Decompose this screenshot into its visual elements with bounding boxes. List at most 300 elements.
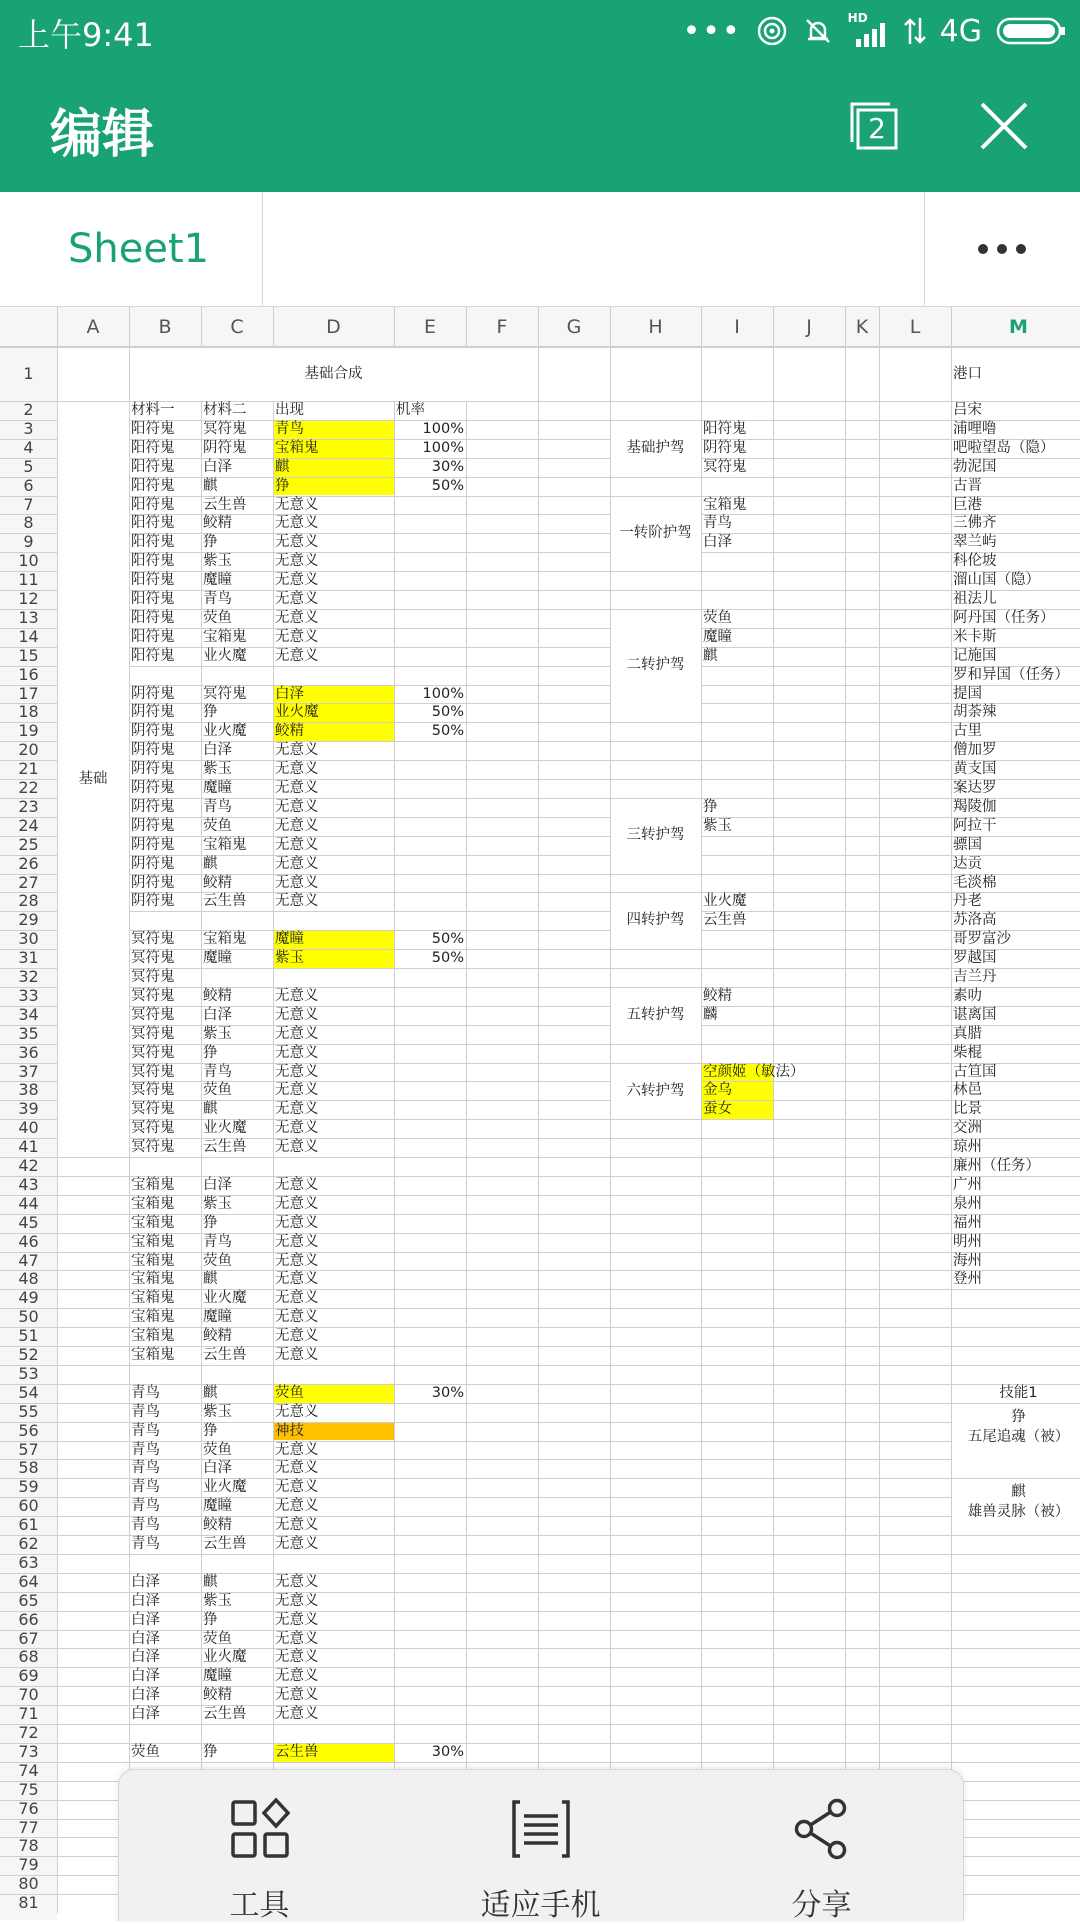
row-header[interactable]: 72 <box>18 1723 39 1742</box>
port-cell[interactable]: 三佛齐 <box>953 515 997 532</box>
material-two[interactable]: 麒 <box>203 477 218 494</box>
column-header[interactable]: A <box>86 316 100 338</box>
material-two[interactable]: 荧鱼 <box>203 1630 232 1647</box>
material-one[interactable]: 宝箱鬼 <box>131 1195 175 1212</box>
result-cell[interactable]: 无意义 <box>275 1517 319 1534</box>
row-header[interactable]: 38 <box>18 1080 39 1100</box>
material-one[interactable]: 青鸟 <box>131 1498 160 1515</box>
row-header[interactable]: 62 <box>18 1534 39 1553</box>
material-one[interactable]: 冥符鬼 <box>131 1082 175 1099</box>
escort-item[interactable]: 宝箱鬼 <box>703 496 747 513</box>
port-cell[interactable]: 廉州（任务） <box>953 1158 1040 1174</box>
material-one[interactable]: 青鸟 <box>131 1441 160 1458</box>
port-cell[interactable]: 登州 <box>953 1271 982 1288</box>
result-cell[interactable]: 无意义 <box>275 1403 319 1420</box>
material-one[interactable]: 阳符鬼 <box>131 534 175 551</box>
row-header[interactable]: 76 <box>18 1798 39 1818</box>
port-cell[interactable]: 翠兰屿 <box>953 534 997 551</box>
material-one[interactable]: 冥符鬼 <box>131 1006 175 1023</box>
escort-group-label[interactable]: 五转护驾 <box>626 1006 685 1023</box>
material-two[interactable]: 紫玉 <box>203 1195 232 1212</box>
rate-cell[interactable]: 50% <box>431 704 464 721</box>
material-one[interactable]: 阳符鬼 <box>131 553 175 570</box>
material-two[interactable]: 业火魔 <box>203 1290 247 1307</box>
material-one[interactable]: 白泽 <box>131 1630 160 1647</box>
row-header[interactable]: 71 <box>18 1704 39 1724</box>
section-title-cell[interactable]: 基础合成 <box>304 366 363 382</box>
material-two[interactable]: 荧鱼 <box>203 609 232 626</box>
material-one[interactable]: 宝箱鬼 <box>131 1233 175 1250</box>
row-header[interactable]: 42 <box>18 1156 39 1175</box>
row-header[interactable]: 81 <box>18 1893 39 1913</box>
material-one[interactable]: 青鸟 <box>131 1422 160 1439</box>
row-header[interactable]: 8 <box>23 513 34 533</box>
escort-item[interactable]: 蚕女 <box>703 1101 732 1118</box>
material-two[interactable]: 白泽 <box>203 742 232 759</box>
material-one[interactable]: 阳符鬼 <box>131 572 175 589</box>
material-one[interactable]: 白泽 <box>131 1706 160 1723</box>
rate-cell[interactable]: 30% <box>431 1384 464 1401</box>
result-cell[interactable]: 无意义 <box>275 893 319 910</box>
port-cell[interactable]: 交洲 <box>953 1120 982 1137</box>
material-two[interactable]: 魔瞳 <box>203 950 232 967</box>
row-header[interactable]: 51 <box>18 1326 39 1346</box>
material-two[interactable]: 狰 <box>203 1214 218 1231</box>
material-one[interactable]: 宝箱鬼 <box>131 1347 175 1363</box>
row-header[interactable]: 66 <box>18 1609 39 1629</box>
tools-button[interactable] <box>119 1770 400 1921</box>
material-two[interactable]: 荧鱼 <box>203 1082 232 1099</box>
row-header[interactable]: 60 <box>18 1496 39 1516</box>
material-two[interactable]: 青鸟 <box>203 798 232 815</box>
result-cell[interactable]: 无意义 <box>275 836 319 853</box>
material-two[interactable]: 白泽 <box>203 1006 232 1023</box>
port-cell[interactable]: 提国 <box>953 685 982 702</box>
result-cell[interactable]: 无意义 <box>275 1082 319 1099</box>
row-header[interactable]: 77 <box>18 1817 39 1837</box>
result-cell[interactable]: 无意义 <box>275 1044 319 1061</box>
result-cell[interactable]: 神技 <box>275 1422 304 1439</box>
result-cell[interactable]: 无意义 <box>275 1120 319 1137</box>
material-one[interactable]: 冥符鬼 <box>131 969 175 985</box>
port-cell[interactable]: 米卡斯 <box>953 628 997 645</box>
column-header[interactable]: I <box>734 316 740 338</box>
material-one[interactable]: 阴符鬼 <box>131 780 175 796</box>
row-header[interactable]: 22 <box>18 778 39 797</box>
rate-cell[interactable]: 30% <box>431 1743 464 1760</box>
material-one[interactable]: 宝箱鬼 <box>131 1176 175 1193</box>
more-options-icon[interactable] <box>924 192 1080 306</box>
material-one[interactable]: 宝箱鬼 <box>131 1214 175 1231</box>
material-two[interactable]: 狰 <box>203 704 218 721</box>
row-header[interactable]: 21 <box>18 759 39 779</box>
result-cell[interactable]: 无意义 <box>275 761 319 778</box>
material-one[interactable]: 荧鱼 <box>131 1743 160 1760</box>
port-cell[interactable]: 比景 <box>953 1101 982 1118</box>
escort-group-label[interactable]: 基础护驾 <box>626 439 685 456</box>
material-one[interactable]: 阴符鬼 <box>131 742 175 759</box>
row-header[interactable]: 40 <box>18 1118 39 1138</box>
column-header[interactable]: C <box>230 316 244 338</box>
result-cell[interactable]: 狰 <box>275 477 290 494</box>
port-cell[interactable]: 罗和异国（任务） <box>953 666 1069 683</box>
material-two[interactable]: 紫玉 <box>203 553 232 570</box>
row-header[interactable]: 36 <box>18 1042 39 1062</box>
row-header[interactable]: 58 <box>18 1458 39 1478</box>
result-cell[interactable]: 无意义 <box>275 1536 319 1552</box>
material-two[interactable]: 狰 <box>203 534 218 551</box>
material-one[interactable]: 阳符鬼 <box>131 439 175 456</box>
material-two[interactable]: 麒 <box>203 1271 218 1288</box>
material-one[interactable]: 阳符鬼 <box>131 515 175 532</box>
row-header[interactable]: 75 <box>18 1779 39 1799</box>
material-one[interactable]: 阴符鬼 <box>131 817 175 834</box>
rate-cell[interactable]: 50% <box>431 477 464 494</box>
row-header[interactable]: 65 <box>18 1590 39 1610</box>
material-two[interactable]: 紫玉 <box>203 1403 232 1420</box>
row-header[interactable]: 69 <box>18 1666 39 1686</box>
escort-item[interactable]: 麒 <box>703 647 718 664</box>
escort-item[interactable]: 鲛精 <box>703 987 732 1004</box>
material-one[interactable]: 冥符鬼 <box>131 1101 175 1118</box>
row-header[interactable]: 19 <box>18 721 39 741</box>
row-header[interactable]: 29 <box>18 910 39 930</box>
row-header[interactable]: 9 <box>23 532 34 552</box>
material-one[interactable]: 白泽 <box>131 1592 160 1609</box>
rate-cell[interactable]: 100% <box>422 420 464 437</box>
port-cell[interactable]: 古笪国 <box>953 1063 997 1080</box>
result-cell[interactable]: 无意义 <box>275 1687 319 1704</box>
material-two[interactable]: 荧鱼 <box>203 817 232 834</box>
column-header[interactable]: F <box>496 316 508 338</box>
column-header[interactable]: L <box>909 316 921 338</box>
material-one[interactable]: 阳符鬼 <box>131 458 175 475</box>
row-header[interactable]: 63 <box>18 1552 39 1572</box>
port-cell[interactable]: 谌离国 <box>953 1006 997 1023</box>
row-header[interactable]: 59 <box>18 1477 39 1497</box>
port-cell[interactable]: 真腊 <box>953 1025 982 1042</box>
result-cell[interactable]: 无意义 <box>275 987 319 1004</box>
row-header[interactable]: 37 <box>18 1061 39 1081</box>
material-two[interactable]: 宝箱鬼 <box>203 836 247 853</box>
result-cell[interactable]: 业火魔 <box>275 704 319 721</box>
rate-cell[interactable]: 50% <box>431 950 464 967</box>
material-one[interactable]: 阴符鬼 <box>131 874 175 891</box>
result-cell[interactable]: 紫玉 <box>275 950 304 967</box>
result-cell[interactable]: 青鸟 <box>275 420 304 437</box>
port-cell[interactable]: 福州 <box>953 1214 982 1231</box>
row-header[interactable]: 1 <box>23 364 34 383</box>
result-cell[interactable]: 无意义 <box>275 1347 319 1363</box>
result-cell[interactable]: 无意义 <box>275 1460 319 1477</box>
material-two[interactable]: 魔瞳 <box>203 1309 232 1326</box>
material-one[interactable]: 阳符鬼 <box>131 628 175 645</box>
row-header[interactable]: 2 <box>23 400 34 419</box>
material-one[interactable]: 阳符鬼 <box>131 609 175 626</box>
material-one[interactable]: 白泽 <box>131 1687 160 1704</box>
material-two[interactable]: 麒 <box>203 1573 218 1590</box>
result-cell[interactable]: 荧鱼 <box>275 1384 304 1401</box>
port-cell[interactable]: 阿丹国（任务） <box>953 609 1055 626</box>
result-cell[interactable]: 无意义 <box>275 609 319 626</box>
skill-cell[interactable] <box>951 1407 1080 1447</box>
column-title[interactable]: 机率 <box>396 402 425 418</box>
port-cell[interactable]: 丹老 <box>953 893 982 910</box>
row-header[interactable]: 73 <box>18 1741 39 1761</box>
column-header[interactable]: M <box>1009 316 1028 338</box>
material-one[interactable]: 青鸟 <box>131 1479 160 1496</box>
result-cell[interactable]: 无意义 <box>275 1214 319 1231</box>
row-header[interactable]: 79 <box>18 1855 39 1875</box>
row-header[interactable]: 45 <box>18 1212 39 1232</box>
material-two[interactable]: 麒 <box>203 1384 218 1401</box>
material-one[interactable]: 宝箱鬼 <box>131 1252 175 1269</box>
material-two[interactable]: 冥符鬼 <box>203 420 247 437</box>
escort-item[interactable]: 冥符鬼 <box>703 458 747 475</box>
result-cell[interactable]: 无意义 <box>275 1290 319 1307</box>
skills-header[interactable]: 技能1 <box>999 1384 1038 1401</box>
material-two[interactable]: 狰 <box>203 1743 218 1760</box>
result-cell[interactable]: 无意义 <box>275 798 319 815</box>
escort-item[interactable]: 魔瞳 <box>703 628 732 645</box>
material-two[interactable]: 业火魔 <box>203 1479 247 1496</box>
material-one[interactable]: 阴符鬼 <box>131 723 175 740</box>
material-two[interactable]: 云生兽 <box>203 496 247 513</box>
material-two[interactable]: 鲛精 <box>203 987 232 1004</box>
result-cell[interactable]: 无意义 <box>275 1328 319 1345</box>
result-cell[interactable]: 无意义 <box>275 1271 319 1288</box>
material-one[interactable]: 阳符鬼 <box>131 591 175 607</box>
result-cell[interactable]: 无意义 <box>275 817 319 834</box>
result-cell[interactable]: 无意义 <box>275 780 319 796</box>
port-cell[interactable]: 素叻 <box>953 987 982 1004</box>
port-cell[interactable]: 胡荼辣 <box>953 704 997 721</box>
material-two[interactable]: 狰 <box>203 1044 218 1061</box>
row-header[interactable]: 13 <box>18 607 39 627</box>
port-cell[interactable]: 古里 <box>953 723 982 740</box>
material-one[interactable]: 冥符鬼 <box>131 950 175 967</box>
result-cell[interactable]: 无意义 <box>275 1573 319 1590</box>
material-two[interactable]: 魔瞳 <box>203 780 232 796</box>
result-cell[interactable]: 无意义 <box>275 1706 319 1723</box>
row-header[interactable]: 70 <box>18 1685 39 1705</box>
material-two[interactable]: 鲛精 <box>203 515 232 532</box>
port-cell[interactable]: 巨港 <box>953 496 982 513</box>
result-cell[interactable]: 无意义 <box>275 1479 319 1496</box>
rate-cell[interactable]: 100% <box>422 685 464 702</box>
row-header[interactable]: 16 <box>18 664 39 684</box>
result-cell[interactable]: 无意义 <box>275 534 319 551</box>
material-one[interactable]: 阴符鬼 <box>131 798 175 815</box>
material-one[interactable]: 白泽 <box>131 1668 160 1685</box>
port-cell[interactable]: 科伦坡 <box>953 553 997 570</box>
result-cell[interactable]: 麒 <box>275 458 290 475</box>
row-header[interactable]: 39 <box>18 1099 39 1119</box>
port-cell[interactable]: 溜山国（隐） <box>953 572 1040 589</box>
result-cell[interactable]: 无意义 <box>275 1063 319 1080</box>
row-header[interactable]: 4 <box>23 437 34 457</box>
material-one[interactable]: 阴符鬼 <box>131 704 175 721</box>
material-two[interactable]: 云生兽 <box>203 1706 247 1723</box>
material-two[interactable]: 白泽 <box>203 1176 232 1193</box>
port-cell[interactable]: 僧加罗 <box>953 742 997 759</box>
column-header[interactable]: B <box>158 316 172 338</box>
material-two[interactable]: 云生兽 <box>203 1347 247 1363</box>
row-header[interactable]: 11 <box>18 570 39 590</box>
result-cell[interactable]: 无意义 <box>275 1668 319 1685</box>
row-header[interactable]: 64 <box>18 1571 39 1591</box>
result-cell[interactable]: 云生兽 <box>275 1743 319 1760</box>
row-header[interactable]: 43 <box>18 1174 39 1194</box>
escort-item[interactable]: 金乌 <box>703 1082 732 1099</box>
escort-item[interactable]: 麟 <box>703 1006 718 1023</box>
row-header[interactable]: 41 <box>18 1137 39 1157</box>
port-cell[interactable]: 泉州 <box>953 1195 982 1212</box>
column-header[interactable]: G <box>566 316 582 338</box>
row-header[interactable]: 53 <box>18 1363 39 1383</box>
escort-item[interactable]: 狰 <box>703 798 718 815</box>
material-two[interactable]: 云生兽 <box>203 1139 247 1156</box>
result-cell[interactable]: 魔瞳 <box>275 931 304 948</box>
row-header[interactable]: 54 <box>18 1382 39 1402</box>
result-cell[interactable]: 无意义 <box>275 628 319 645</box>
material-one[interactable]: 阴符鬼 <box>131 685 175 702</box>
result-cell[interactable]: 宝箱鬼 <box>275 439 319 456</box>
material-two[interactable]: 魔瞳 <box>203 572 232 589</box>
row-header[interactable]: 46 <box>18 1231 39 1251</box>
row-header[interactable]: 74 <box>18 1760 39 1780</box>
material-one[interactable]: 阴符鬼 <box>131 761 175 778</box>
row-header[interactable]: 48 <box>18 1269 39 1289</box>
escort-item[interactable]: 荧鱼 <box>703 609 732 626</box>
material-one[interactable]: 青鸟 <box>131 1403 160 1420</box>
escort-item[interactable]: 阴符鬼 <box>703 439 747 456</box>
result-cell[interactable]: 无意义 <box>275 742 319 759</box>
material-two[interactable]: 麒 <box>203 1101 218 1118</box>
row-header[interactable]: 20 <box>18 740 39 760</box>
material-one[interactable]: 青鸟 <box>131 1460 160 1477</box>
material-one[interactable]: 阳符鬼 <box>131 647 175 664</box>
row-header[interactable]: 44 <box>18 1193 39 1213</box>
row-header[interactable]: 80 <box>18 1874 39 1894</box>
close-icon[interactable] <box>978 100 1030 152</box>
column-header[interactable]: E <box>423 316 436 338</box>
row-header[interactable]: 33 <box>18 985 39 1005</box>
port-cell[interactable]: 吧啦望岛（隐） <box>953 439 1055 456</box>
port-cell[interactable]: 明州 <box>953 1233 982 1250</box>
port-cell[interactable]: 古晋 <box>953 477 982 494</box>
material-one[interactable]: 青鸟 <box>131 1384 160 1401</box>
port-cell[interactable]: 阿拉干 <box>953 817 997 834</box>
result-cell[interactable]: 无意义 <box>275 1498 319 1515</box>
column-header[interactable]: H <box>648 316 663 338</box>
port-cell[interactable]: 苏洛高 <box>953 912 997 929</box>
material-one[interactable]: 阳符鬼 <box>131 420 175 437</box>
result-cell[interactable]: 无意义 <box>275 1233 319 1250</box>
material-two[interactable]: 业火魔 <box>203 647 247 664</box>
material-two[interactable]: 荧鱼 <box>203 1252 232 1269</box>
rate-cell[interactable]: 50% <box>431 723 464 740</box>
row-header[interactable]: 15 <box>18 645 39 665</box>
row-header[interactable]: 23 <box>18 796 39 816</box>
port-cell[interactable]: 柴棍 <box>953 1044 982 1061</box>
port-cell[interactable]: 广州 <box>953 1176 982 1193</box>
material-two[interactable]: 阴符鬼 <box>203 439 247 456</box>
port-cell[interactable]: 达贡 <box>953 855 982 872</box>
material-one[interactable]: 冥符鬼 <box>131 1120 175 1137</box>
result-cell[interactable]: 无意义 <box>275 1139 319 1156</box>
material-one[interactable]: 宝箱鬼 <box>131 1271 175 1288</box>
column-header[interactable]: K <box>855 316 869 338</box>
sheet-tab[interactable] <box>0 192 263 306</box>
material-two[interactable]: 鲛精 <box>203 1687 232 1704</box>
edit-button[interactable]: 编辑 <box>50 105 155 165</box>
port-cell[interactable]: 勃泥国 <box>953 458 997 475</box>
port-cell[interactable]: 哥罗富沙 <box>953 931 1011 948</box>
material-two[interactable]: 青鸟 <box>203 1233 232 1250</box>
row-header[interactable]: 61 <box>18 1515 39 1535</box>
row-header[interactable]: 6 <box>23 475 34 495</box>
port-cell[interactable]: 罗越国 <box>953 950 997 967</box>
material-two[interactable]: 鲛精 <box>203 874 232 891</box>
column-header[interactable]: J <box>806 316 812 338</box>
port-cell[interactable]: 浦哩噜 <box>953 420 997 437</box>
escort-group-label[interactable]: 四转护驾 <box>626 912 685 929</box>
rate-cell[interactable]: 30% <box>431 458 464 475</box>
escort-item[interactable]: 云生兽 <box>703 912 747 929</box>
result-cell[interactable]: 白泽 <box>275 685 304 702</box>
result-cell[interactable]: 无意义 <box>275 1309 319 1326</box>
row-header[interactable]: 49 <box>18 1288 39 1308</box>
result-cell[interactable]: 无意义 <box>275 553 319 570</box>
row-header[interactable]: 3 <box>23 418 34 438</box>
row-header[interactable]: 35 <box>18 1023 39 1043</box>
material-two[interactable]: 宝箱鬼 <box>203 628 247 645</box>
port-cell[interactable]: 骠国 <box>953 836 982 853</box>
result-cell[interactable]: 无意义 <box>275 1649 319 1666</box>
port-cell[interactable]: 吉兰丹 <box>953 969 997 985</box>
material-two[interactable]: 业火魔 <box>203 723 247 740</box>
material-two[interactable]: 狰 <box>203 1422 218 1439</box>
result-cell[interactable]: 无意义 <box>275 1195 319 1212</box>
result-cell[interactable]: 无意义 <box>275 572 319 589</box>
material-two[interactable]: 白泽 <box>203 1460 232 1477</box>
material-one[interactable]: 宝箱鬼 <box>131 1328 175 1345</box>
port-cell[interactable]: 林邑 <box>953 1082 982 1099</box>
rate-cell[interactable]: 50% <box>431 931 464 948</box>
result-cell[interactable]: 无意义 <box>275 855 319 872</box>
row-header[interactable]: 47 <box>18 1250 39 1270</box>
escort-item[interactable]: 业火魔 <box>703 893 747 910</box>
material-two[interactable]: 鲛精 <box>203 1328 232 1345</box>
port-cell[interactable]: 吕宋 <box>953 402 982 418</box>
row-header[interactable]: 55 <box>18 1401 39 1421</box>
port-cell[interactable]: 案达罗 <box>953 780 997 796</box>
row-header[interactable]: 27 <box>18 872 39 892</box>
escort-item[interactable]: 紫玉 <box>703 817 732 834</box>
column-title[interactable]: 材料二 <box>203 402 247 418</box>
row-header[interactable]: 18 <box>18 702 39 722</box>
material-one[interactable]: 阳符鬼 <box>131 477 175 494</box>
material-one[interactable]: 冥符鬼 <box>131 987 175 1004</box>
material-one[interactable]: 宝箱鬼 <box>131 1309 175 1326</box>
port-cell[interactable]: 记施国 <box>953 647 997 664</box>
material-two[interactable]: 鲛精 <box>203 1517 232 1534</box>
escort-item[interactable]: 阳符鬼 <box>703 420 747 437</box>
escort-group-label[interactable]: 六转护驾 <box>626 1082 685 1099</box>
port-cell[interactable]: 毛淡棉 <box>953 874 997 891</box>
escort-group-label[interactable]: 三转护驾 <box>626 826 685 843</box>
